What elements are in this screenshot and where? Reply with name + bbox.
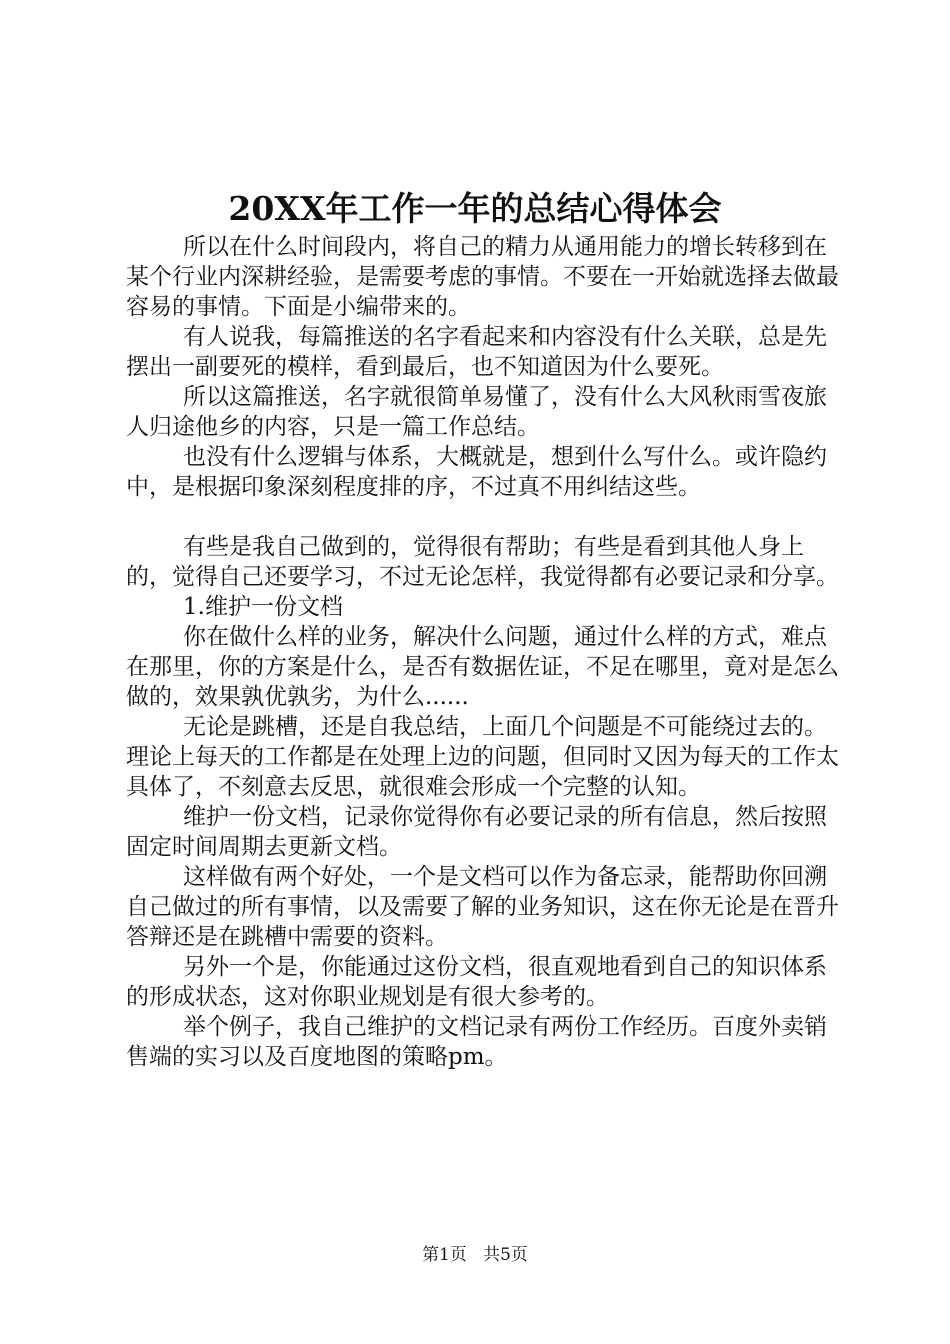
paragraph: 所以这篇推送，名字就很简单易懂了，没有什么大风秋雨雪夜旅人归途他乡的内容，只是一篇工作总结。: [126, 384, 827, 440]
paragraph: 有人说我，每篇推送的名字看起来和内容没有什么关联，总是先摆出一副要死的模样，看到最后，也不知道因为什么要死。: [126, 324, 827, 380]
page-footer: [0, 1243, 950, 1267]
page-separator: [472, 1245, 477, 1265]
page-total: 共5页: [483, 1245, 528, 1265]
document-title: 20XX年工作一年的总结心得体会: [228, 189, 722, 228]
paragraph: 举个例子，我自己维护的文档记录有两份工作经历。百度外卖销售端的实习以及百度地图的策略pm。: [126, 1014, 827, 1070]
paragraph: 也没有什么逻辑与体系，大概就是，想到什么写什么。或许隐约中，是根据印象深刻程度排的序，不过真不用纠结这些。: [126, 444, 827, 500]
paragraph: 维护一份文档，记录你觉得你有必要记录的所有信息，然后按照固定时间周期去更新文档。: [126, 804, 827, 860]
paragraph: 另外一个是，你能通过这份文档，很直观地看到自己的知识体系的形成状态，这对你职业规划是有很大参考的。: [126, 954, 827, 1010]
paragraph: 所以在什么时间段内，将自己的精力从通用能力的增长转移到在某个行业内深耕经验，是需要考虑的事情。不要在一开始就选择去做最容易的事情。下面是小编带来的。: [126, 234, 839, 320]
paragraph: 这样做有两个好处，一个是文档可以作为备忘录，能帮助你回溯自己做过的所有事情，以及需要了解的业务知识，这在你无论是在晋升答辩还是在跳槽中需要的资料。: [126, 864, 839, 950]
document-body: [126, 232, 848, 1072]
section-heading: 1.维护一份文档: [183, 594, 343, 620]
paragraph-gap: [126, 502, 848, 532]
paragraph: 有些是我自己做到的，觉得很有帮助；有些是看到其他人身上的，觉得自己还要学习，不过无论怎样，我觉得都有必要记录和分享。: [126, 534, 839, 590]
paragraph: 你在做什么样的业务，解决什么问题，通过什么样的方式，难点在那里，你的方案是什么，是否有数据佐证，不足在哪里，竟对是怎么做的，效果孰优孰劣，为什么......: [126, 624, 839, 710]
page-number: 第1页: [422, 1245, 467, 1265]
paragraph: 无论是跳槽，还是自我总结，上面几个问题是不可能绕过去的。理论上每天的工作都是在处理上边的问题，但同时又因为每天的工作太具体了，不刻意去反思，就很难会形成一个完整的认知。: [126, 714, 839, 800]
